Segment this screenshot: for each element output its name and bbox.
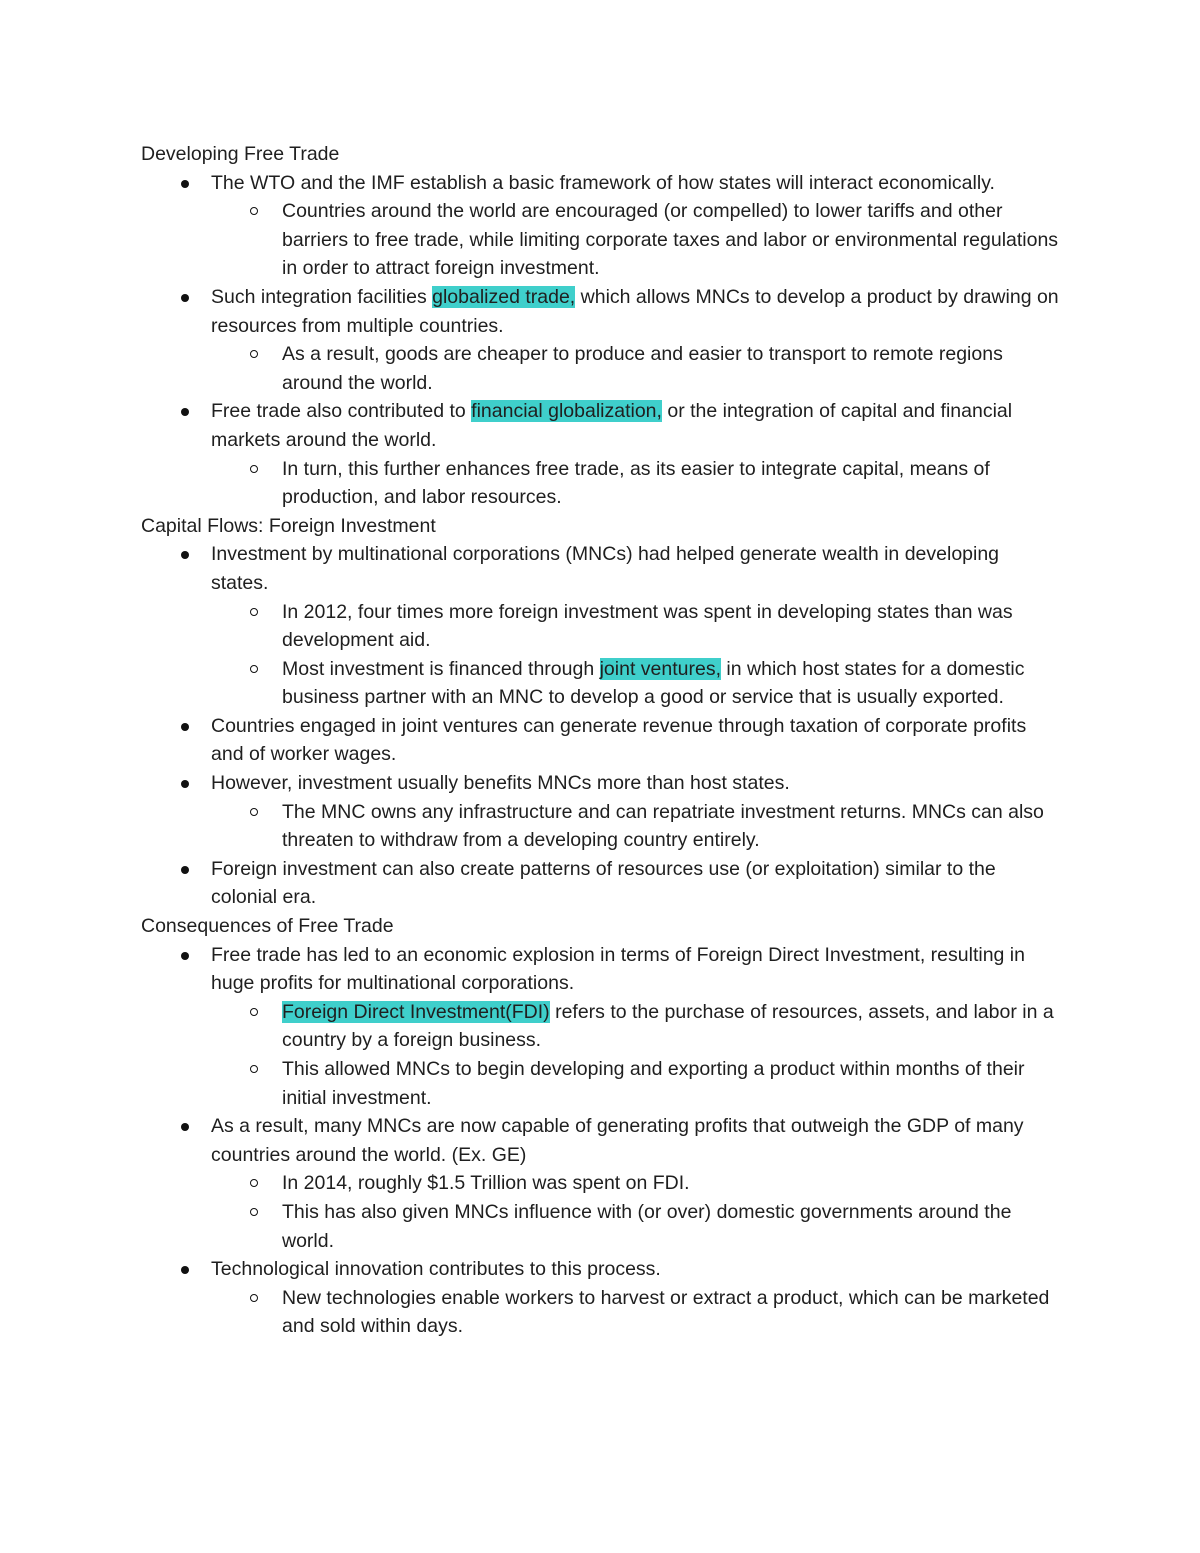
bullet-list bbox=[141, 941, 1061, 1341]
bullet-item bbox=[141, 1255, 1061, 1341]
bullet-dot-icon bbox=[181, 294, 189, 302]
text-segment: Free trade also contributed to bbox=[211, 400, 472, 423]
text-segment: Investment by multinational corporations (MNCs) had helped generate wealth in developing states. bbox=[211, 543, 1000, 594]
bullet-item bbox=[141, 283, 1061, 397]
sub-bullet-list bbox=[211, 197, 1061, 283]
sub-bullet-item bbox=[141, 197, 1061, 283]
bullet-dot-icon bbox=[181, 408, 189, 416]
text-segment: which allows MNCs to develop a product by drawing on resources from multiple countries. bbox=[211, 285, 1059, 337]
text-segment: As a result, goods are cheaper to produce and easier to transport to remote regions around the world. bbox=[282, 343, 1003, 394]
text-segment: or the integration of capital and financial markets around the world. bbox=[211, 400, 1013, 451]
bullet-dot-icon bbox=[181, 952, 189, 960]
bullet-list bbox=[141, 169, 1061, 512]
section-heading: Capital Flows: Foreign Investment bbox=[141, 514, 436, 537]
text-segment: Such integration facilities bbox=[211, 285, 433, 308]
bullet-dot-icon bbox=[181, 1266, 189, 1274]
bullet-circle-icon bbox=[250, 1294, 258, 1302]
sub-bullet-item bbox=[141, 455, 1061, 512]
bullet-dot-icon bbox=[181, 180, 189, 188]
bullet-circle-icon bbox=[250, 1065, 258, 1073]
bullet-item bbox=[141, 855, 1061, 912]
text-segment: This has also given MNCs influence with (or over) domestic governments around the world. bbox=[282, 1200, 1012, 1252]
bullet-item bbox=[141, 941, 1061, 1113]
sub-bullet-item bbox=[141, 1055, 1061, 1112]
sub-bullet-item bbox=[141, 340, 1061, 397]
bullet-circle-icon bbox=[250, 1008, 258, 1016]
sub-bullet-list bbox=[211, 340, 1061, 397]
text-segment: Foreign investment can also create patterns of resources use (or exploitation) similar to the colonial era. bbox=[211, 857, 996, 909]
text-segment: However, investment usually benefits MNCs more than host states. bbox=[211, 772, 790, 795]
highlighted-term: financial globalization, bbox=[471, 400, 662, 423]
sub-bullet-item bbox=[141, 1284, 1061, 1341]
text-segment: Free trade has led to an economic explosion in terms of Foreign Direct Investment, resulting in huge profits for multinational corporations. bbox=[211, 943, 1025, 995]
bullet-circle-icon bbox=[250, 1208, 258, 1216]
bullet-circle-icon bbox=[250, 350, 258, 358]
sub-bullet-list bbox=[211, 798, 1061, 855]
bullet-circle-icon bbox=[250, 465, 258, 473]
sub-bullet-item bbox=[141, 655, 1061, 712]
text-segment: In 2014, roughly $1.5 Trillion was spent on FDI. bbox=[282, 1172, 690, 1195]
text-segment: This allowed MNCs to begin developing and exporting a product within months of their initial investment. bbox=[282, 1058, 1025, 1109]
bullet-circle-icon bbox=[250, 808, 258, 816]
sub-bullet-list bbox=[211, 1284, 1061, 1341]
bullet-dot-icon bbox=[181, 780, 189, 788]
bullet-dot-icon bbox=[181, 866, 189, 874]
text-segment: refers to the purchase of resources, assets, and labor in a country by a foreign business. bbox=[282, 1000, 1054, 1052]
bullet-list bbox=[141, 540, 1061, 912]
bullet-dot-icon bbox=[181, 1123, 189, 1131]
text-segment: in which host states for a domestic business partner with an MNC to develop a good or service that is usually exported. bbox=[282, 657, 1025, 709]
text-segment: Countries engaged in joint ventures can generate revenue through taxation of corporate profits and of worker wages. bbox=[211, 714, 1027, 766]
bullet-circle-icon bbox=[250, 1179, 258, 1187]
highlighted-term: joint ventures, bbox=[599, 657, 721, 680]
sub-bullet-item bbox=[141, 1198, 1061, 1255]
text-segment: Countries around the world are encouraged (or compelled) to lower tariffs and other barriers to free trade, while limiting corporate taxes and labor or environmental regulations in order to attract foreign investment. bbox=[282, 200, 1059, 280]
text-segment: Technological innovation contributes to this process. bbox=[211, 1258, 661, 1281]
bullet-item bbox=[141, 540, 1061, 712]
highlighted-term: Foreign Direct Investment(FDI) bbox=[282, 1000, 550, 1023]
sub-bullet-list bbox=[211, 1169, 1061, 1255]
sub-bullet-item bbox=[141, 998, 1061, 1055]
sub-bullet-list bbox=[211, 998, 1061, 1112]
text-segment: In 2012, four times more foreign investment was spent in developing states than was development aid. bbox=[282, 600, 1013, 652]
sub-bullet-list bbox=[211, 598, 1061, 712]
sub-bullet-item bbox=[141, 598, 1061, 655]
sub-bullet-item bbox=[141, 1169, 1061, 1198]
highlighted-term: globalized trade, bbox=[432, 285, 576, 308]
bullet-dot-icon bbox=[181, 551, 189, 559]
section-heading: Developing Free Trade bbox=[141, 143, 340, 165]
text-segment: The WTO and the IMF establish a basic framework of how states will interact economically. bbox=[211, 171, 995, 194]
bullet-item bbox=[141, 397, 1061, 511]
text-segment: The MNC owns any infrastructure and can repatriate investment returns. MNCs can also threaten to withdraw from a developing country entirely. bbox=[282, 800, 1044, 852]
sub-bullet-list bbox=[211, 455, 1061, 512]
sub-bullet-item bbox=[141, 798, 1061, 855]
document-body bbox=[141, 140, 1061, 1341]
bullet-circle-icon bbox=[250, 207, 258, 215]
bullet-item bbox=[141, 712, 1061, 769]
text-segment: New technologies enable workers to harvest or extract a product, which can be marketed and sold within days. bbox=[282, 1286, 1050, 1338]
bullet-item bbox=[141, 769, 1061, 855]
text-segment: As a result, many MNCs are now capable of generating profits that outweigh the GDP of many countries around the world. (Ex. GE) bbox=[211, 1115, 1024, 1166]
bullet-circle-icon bbox=[250, 665, 258, 673]
text-segment: Most investment is financed through bbox=[282, 657, 600, 680]
bullet-dot-icon bbox=[181, 723, 189, 731]
section-heading: Consequences of Free Trade bbox=[141, 915, 394, 938]
bullet-item bbox=[141, 169, 1061, 283]
bullet-circle-icon bbox=[250, 608, 258, 616]
bullet-item bbox=[141, 1112, 1061, 1255]
text-segment: In turn, this further enhances free trade, as its easier to integrate capital, means of production, and labor resources. bbox=[282, 457, 990, 509]
